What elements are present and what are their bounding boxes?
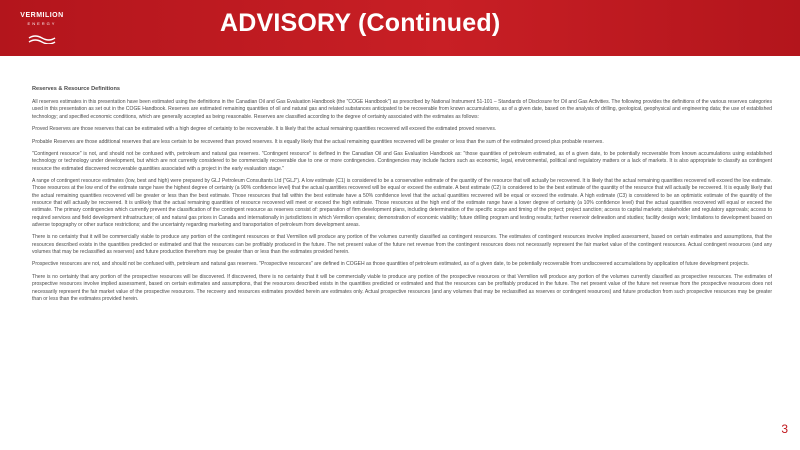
- paragraph-contingent-estimates: A range of contingent resource estimates (low, best and high) were prepared by GLJ Petroleum Consultants Ltd ("GLJ"). A low estimate (C1) is considered to be a conservative estimate of the quantity of the resource that will actually be recovered. It is likely that the actual remaining quantities recovered will exceed the low estimate. Those resources at the low end of the estimate range have the highest degree of certainty (a 90% confidence level) that the actual quantities recovered will be equal or exceed the estimate. A best estimate (C2) is considered to be the best estimate of the quantity of the resource that will actually be recovered. It is equally likely that the actual remaining quantities recovered will be greater or less than the best estimate. Those resources that fall within the best estimate have a 50% confidence level that the actual quantities recovered will be equal or exceed the estimate. A high estimate (C3) is considered to be an optimistic estimate of the quantity of the resource that will actually be recovered. It is unlikely that the actual remaining quantities of resource recovered will meet or exceed the high estimate. Those resources at the high end of the estimate range have a lower degree of certainty (a 10% confidence level) that the actual quantities recovered will equal or exceed the estimate. The primary contingencies which currently prevent the classification of the contingent resource as reserves consist of: preparation of firm development plans, including determination of the specific scope and timing of the project; project sanction; access to capital markets; stakeholder and regulatory approvals; access to required services and field development infrastructure; oil and natural gas prices in Canada and internationally in jurisdictions in which Vermilion operates; demonstration of economic viability; future drilling program and testing results; further reservoir delineation and studies; facility design work; limitations to development based on adverse topography or other surface restrictions; and the uncertainty regarding marketing and transportation of petroleum from development areas.: [32, 178, 772, 228]
- slide-header: [0, 0, 800, 56]
- paragraph-contingent-resource: "Contingent resource" is not, and should not be confused with, petroleum and natural gas reserves. "Contingent resource" is defined in the Canadian Oil and Gas Evaluation Handbook as: "those quantities of petroleum estimated, as of a given date, to be potentially recoverable from known accumulations using established technology or technology under development, but which are not currently considered to be commercially recoverable due to one or more contingencies. Contingencies may include factors such as economic, legal, environmental, political and regulatory matters or a lack of markets. It is also appropriate to classify as contingent resource the estimated discovered recoverable quantities associated with a project in the early evaluation stage.": [32, 151, 772, 172]
- vermilion-logo: [18, 6, 66, 52]
- logo-subtitle: ENERGY: [27, 21, 57, 26]
- paragraph-reserves-definitions: All reserves estimates in this presentation have been estimated using the definitions in the Canadian Oil and Gas Evaluation Handbook (the "COGE Handbook") as prescribed by National Instrument 51-101 – Standards of Disclosure for Oil and Gas Activities. The following provides the definitions of the various reserves categories used in this presentation as set out in the COGE Handbook. Reserves are estimated remaining quantities of oil and natural gas and related substances anticipated to be recoverable from known accumulations, as of a given date, based on the analysis of drilling, geological, geophysical and engineering data; the use of established technology; and specified economic conditions, which are generally accepted as being reasonable. Reserves are classified according to the degree of certainty associated with the estimates as follows:: [32, 99, 772, 120]
- paragraph-prospective-resources: Prospective resources are not, and should not be confused with, petroleum and natural gas reserves. "Prospective resources" are defined in COGEH as those quantities of petroleum estimated, as of a given date, to be potentially recoverable from undiscovered accumulations by application of future development projects.: [32, 261, 749, 268]
- paragraph-prospective-certainty: There is no certainty that any portion of the prospective resources will be discovered. If discovered, there is no certainty that it will be commercially viable to produce any portion of the prospective resources or that Vermilion will produce any portion of the volumes currently classified as prospective resources. The estimates of prospective resources involve implied assessment, based on certain estimates and assumptions, that the resources described exists in the quantities predicted or estimated and that the resources can be profitably produced in the future. The net present value of the future net revenue from the prospective resources does not necessarily represent the fair market value of the prospective resources. The recovery and resources estimates provided herein are estimates only. Actual prospective resources (and any volumes that may be reclassified as reserves or contingent resources) and future production from such prospective resources may be greater than or less than the estimates provided herein.: [32, 273, 772, 302]
- section-heading: Reserves & Resource Definitions: [32, 86, 120, 92]
- advisory-content: [32, 86, 772, 426]
- paragraph-probable-reserves: Probable Reserves are those additional reserves that are less certain to be recovered than proved reserves. It is equally likely that the actual remaining quantities recovered will be greater or less than the sum of the estimated proved plus probable reserves.: [32, 138, 604, 145]
- page-number: 3: [781, 422, 788, 436]
- paragraph-proved-reserves: Proved Reserves are those reserves that can be estimated with a high degree of certainty to be recoverable. It is likely that the actual remaining quantities recovered will exceed the estimated proved reserves.: [32, 126, 497, 133]
- logo-wave-icon: [28, 34, 56, 44]
- logo-name: VERMILION: [20, 12, 64, 19]
- slide-title: ADVISORY (Continued): [220, 9, 501, 37]
- paragraph-contingent-certainty: There is no certainty that it will be commercially viable to produce any portion of the contingent resources or that Vermilion will produce any portion of the volumes currently classified as contingent resources. The estimates of contingent resources involve implied assessment, based on certain estimates and assumptions, that the resources described exists in the quantities predicted or estimated and that the resources can be profitably produced in the future. The net present value of the future net revenue from the contingent resources does not necessarily represent the fair market value of the contingent resources. Actual contingent resources (and any volumes that may be reclassified as reserves) and future production therefrom may be greater than or less than the estimates provided herein.: [32, 234, 772, 255]
